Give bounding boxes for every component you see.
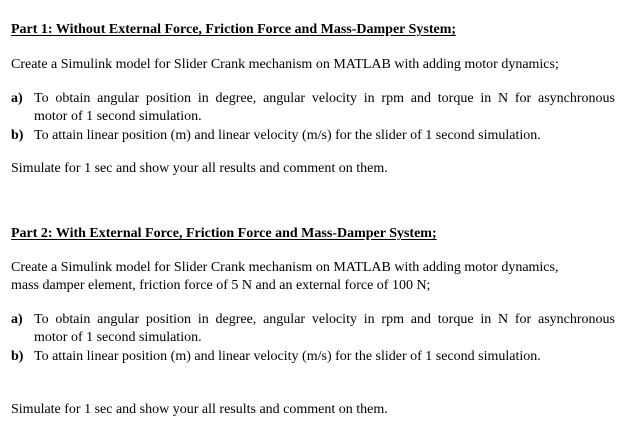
part2-intro-line2: mass damper element, friction force of 5 N and an external force of 100 N; bbox=[11, 278, 431, 293]
part2-item-b-line1: To attain linear position (m) and linear velocity (m/s) for the slider of 1 second simulation. bbox=[34, 349, 541, 364]
part1-intro: Create a Simulink model for Slider Crank mechanism on MATLAB with adding motor dynamics; bbox=[11, 57, 559, 72]
part1-item-b-line1: To attain linear position (m) and linear velocity (m/s) for the slider of 1 second simulation. bbox=[34, 128, 541, 143]
part1-item-a-line2: motor of 1 second simulation. bbox=[34, 109, 202, 124]
part1-heading: Part 1: Without External Force, Friction Force and Mass-Damper System; bbox=[11, 22, 457, 37]
part2-heading: Part 2: With External Force, Friction Force and Mass-Damper System; bbox=[11, 226, 437, 241]
part2-item-a-label: a) bbox=[11, 312, 23, 327]
part1-item-b-label: b) bbox=[11, 128, 24, 143]
part2-item-a-line1: To obtain angular position in degree, angular velocity in rpm and torque in N for asynchronous bbox=[34, 312, 615, 327]
part2-item-b-label: b) bbox=[11, 349, 24, 364]
part2-item-a-line2: motor of 1 second simulation. bbox=[34, 330, 202, 345]
part2-intro-line1: Create a Simulink model for Slider Crank mechanism on MATLAB with adding motor dynamics, bbox=[11, 260, 559, 275]
part1-item-a-label: a) bbox=[11, 91, 23, 106]
part1-item-a-line1: To obtain angular position in degree, angular velocity in rpm and torque in N for asynchronous bbox=[34, 91, 615, 106]
part2-closing: Simulate for 1 sec and show your all results and comment on them. bbox=[11, 402, 388, 417]
part1-closing: Simulate for 1 sec and show your all results and comment on them. bbox=[11, 161, 388, 176]
